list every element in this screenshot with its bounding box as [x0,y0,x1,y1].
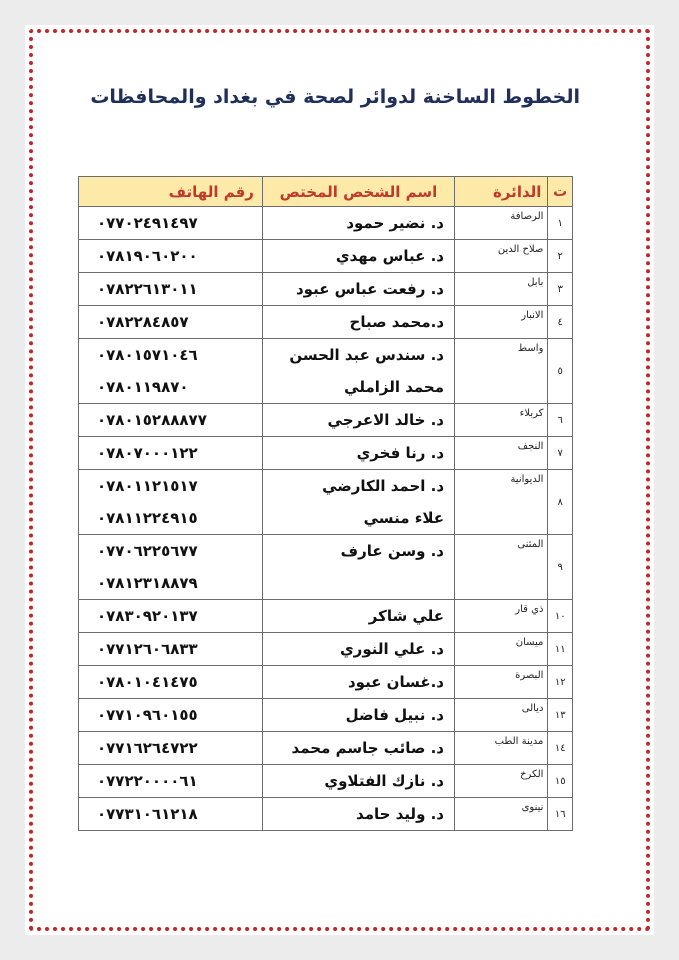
phone-number: ٠٧٨١٢٣١٨٨٧٩ [97,574,198,592]
header-phone: رقم الهاتف [79,177,263,207]
person-name: د. رنا فخري [356,444,445,462]
person-cell [262,600,454,633]
phone-cell [79,798,263,831]
person-cell [262,633,454,666]
person-name: د. نضير حمود [346,214,445,232]
table-row [79,798,573,831]
table-row [79,699,573,732]
division-cell: الديوانية [455,470,548,535]
phone-cell [79,207,263,240]
division-cell: مدينة الطب [455,732,548,765]
table-row [79,339,573,404]
person-cell [262,404,454,437]
person-cell [262,437,454,470]
row-number: ٢ [548,240,573,273]
table-row [79,470,573,535]
phone-number: ٠٧٧٢٢٠٠٠٠٦١ [97,772,198,790]
division-cell: ميسان [455,633,548,666]
table-row [79,732,573,765]
person-name: علاء منسي [363,509,445,527]
phone-cell [79,699,263,732]
phone-cell [79,732,263,765]
phone-number: ٠٧٨٠١٥٢٨٨٨٧٧ [97,411,207,429]
row-number: ١٥ [548,765,573,798]
phone-cell [79,404,263,437]
header-person: اسم الشخص المختص [262,177,454,207]
person-name: د. نبيل فاضل [345,706,445,724]
person-name: د.غسان عبود [347,673,445,691]
phone-number: ٠٧٨٣٠٩٢٠١٣٧ [97,607,198,625]
person-name: د. وليد حامد [356,805,445,823]
person-name: د. احمد الكارضي [322,477,445,495]
division-cell: الرصافة [455,207,548,240]
person-name: محمد الزاملي [344,378,445,396]
phone-number: ٠٧٨١٩٠٦٠٢٠٠ [97,247,198,265]
person-cell [262,470,454,535]
hotline-table [78,176,573,831]
person-cell [262,765,454,798]
person-cell [262,666,454,699]
row-number: ١٢ [548,666,573,699]
person-name: د. نازك الفتلاوي [324,772,445,790]
person-name: د. صائب جاسم محمد [291,739,445,757]
person-name: علي شاكر [368,607,445,625]
phone-number: ٠٧٧٠٦٢٢٥٦٧٧ [97,542,198,560]
division-cell: ديالى [455,699,548,732]
table-row [79,600,573,633]
table-row [79,207,573,240]
person-cell [262,240,454,273]
person-cell [262,306,454,339]
division-cell: واسط [455,339,548,404]
person-cell [262,339,454,404]
table-header-row [79,177,573,207]
row-number: ١٤ [548,732,573,765]
phone-cell [79,666,263,699]
row-number: ١٠ [548,600,573,633]
phone-number: ٠٧٧١٢٦٠٦٨٣٣ [97,640,198,658]
phone-number: ٠٧٧٠٢٤٩١٤٩٧ [97,214,198,232]
person-name: د. رفعت عباس عبود [295,280,445,298]
division-cell: بابل [455,273,548,306]
division-cell: كربلاء [455,404,548,437]
header-number: ت [548,177,573,207]
person-cell [262,732,454,765]
phone-cell [79,339,263,404]
row-number: ١١ [548,633,573,666]
phone-number: ٠٧٨١١٢٢٤٩١٥ [97,509,198,527]
person-name: د. وسن عارف [340,542,445,560]
phone-number: ٠٧٨٢٢٨٤٨٥٧ [97,313,189,331]
phone-cell [79,240,263,273]
phone-number: ٠٧٧١٠٩٦٠١٥٥ [97,706,198,724]
table-row [79,633,573,666]
person-cell [262,699,454,732]
header-division: الدائرة [455,177,548,207]
row-number: ٨ [548,470,573,535]
table-row [79,666,573,699]
row-number: ١٣ [548,699,573,732]
phone-cell [79,470,263,535]
person-cell [262,535,454,600]
phone-cell [79,600,263,633]
phone-cell [79,765,263,798]
row-number: ٧ [548,437,573,470]
division-cell: ذي قار [455,600,548,633]
phone-number: ٠٧٧١٦٢٦٤٧٢٢ [97,739,198,757]
person-name: د. علي النوري [339,640,445,658]
person-cell [262,798,454,831]
person-name: د. خالد الاعرجي [327,411,445,429]
table-row [79,535,573,600]
person-name: د. سندس عبد الحسن [289,346,445,364]
table-row [79,273,573,306]
person-name: د. عباس مهدي [335,247,445,265]
person-cell [262,207,454,240]
division-cell: الكرخ [455,765,548,798]
division-cell: نينوى [455,798,548,831]
document-title: الخطوط الساخنة لدوائر لصحة في بغداد والمحافظات [90,86,580,108]
table-row [79,765,573,798]
table-row [79,437,573,470]
table-row [79,404,573,437]
phone-number: ٠٧٨٢٢٦١٣٠١١ [97,280,198,298]
division-cell: النجف [455,437,548,470]
division-cell: الانبار [455,306,548,339]
row-number: ٣ [548,273,573,306]
table-row [79,240,573,273]
row-number: ١ [548,207,573,240]
row-number: ١٦ [548,798,573,831]
phone-cell [79,306,263,339]
phone-number: ٠٧٨٠٧٠٠٠١٢٢ [97,444,198,462]
person-cell [262,273,454,306]
phone-number: ٠٧٨٠١٥٧١٠٤٦ [97,346,198,364]
phone-cell [79,633,263,666]
phone-number: ٠٧٧٣١٠٦١٢١٨ [97,805,198,823]
division-cell: المثنى [455,535,548,600]
phone-cell [79,535,263,600]
phone-cell [79,273,263,306]
table-row [79,306,573,339]
row-number: ٩ [548,535,573,600]
person-name: د.محمد صباح [349,313,445,331]
phone-number: ٠٧٨٠١٠٤١٤٧٥ [97,673,198,691]
phone-number: ٠٧٨٠١١٢١٥١٧ [97,477,198,495]
row-number: ٦ [548,404,573,437]
phone-cell [79,437,263,470]
row-number: ٤ [548,306,573,339]
row-number: ٥ [548,339,573,404]
division-cell: البصرة [455,666,548,699]
division-cell: صلاح الدين [455,240,548,273]
phone-number: ٠٧٨٠١١٩٨٧٠ [97,378,189,396]
